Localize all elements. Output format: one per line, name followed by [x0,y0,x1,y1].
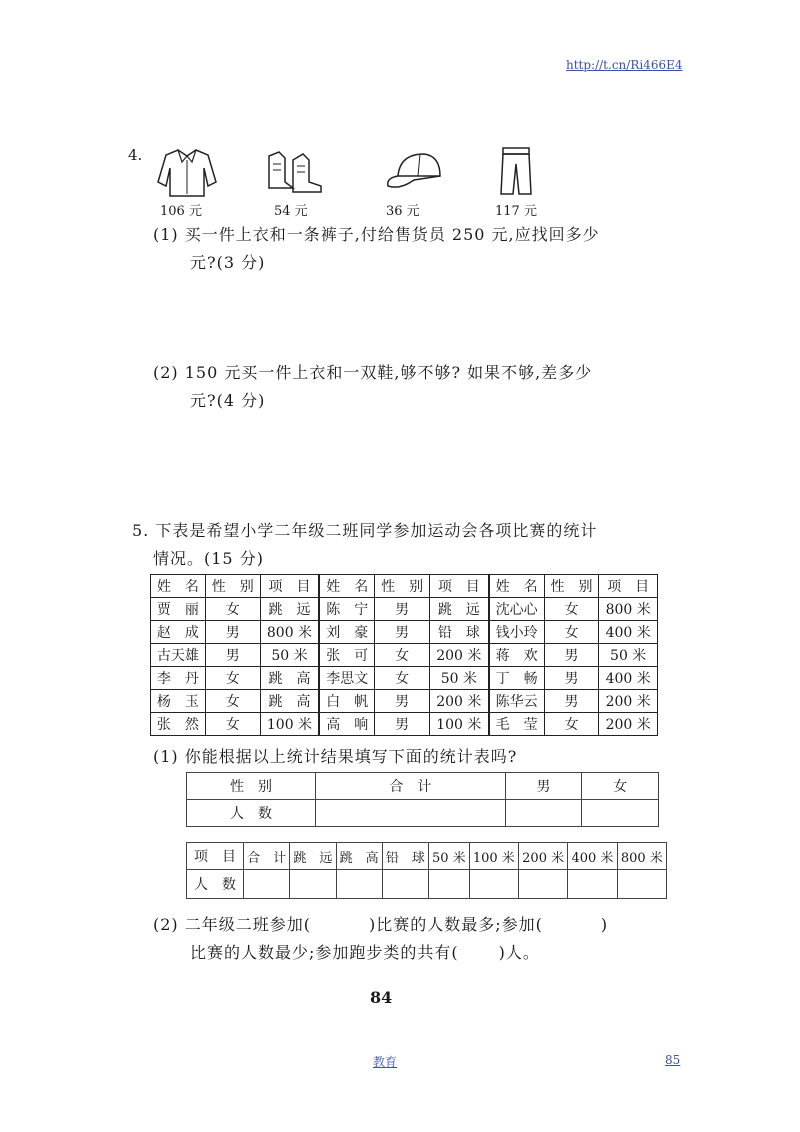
pants-icon [497,146,537,196]
answer-cell-female[interactable] [582,800,659,827]
q5-sub2-line1 [153,912,608,935]
event-answer-cell[interactable] [382,870,428,899]
q4-sub2-line2: 元?(4 分) [190,391,266,410]
table-cell: 张 可 [319,644,374,667]
table-cell: 钱小玲 [489,621,544,644]
table-cell: 丁 畅 [489,667,544,690]
q4-sub2-line1: (2) 150 元买一件上衣和一双鞋,够不够? 如果不够,差多少 [153,363,593,382]
cap-icon [384,150,444,192]
table-cell: 200 米 [599,713,658,736]
table-cell: 刘 豪 [319,621,374,644]
table-cell: 400 米 [599,621,658,644]
table-cell: 高 响 [319,713,374,736]
q4-sub1-line1: (1) 买一件上衣和一条裤子,付给售货员 250 元,应找回多少 [153,225,600,244]
gender-col-male: 男 [505,773,582,800]
event-column-header: 200 米 [518,843,567,870]
table-header-cell: 项 目 [260,575,319,598]
item-cap [384,150,444,196]
table-header-cell: 性 别 [205,575,260,598]
event-column-header: 合 计 [244,843,290,870]
event-column-header: 跳 远 [290,843,336,870]
price-shoes: 54 元 [274,204,308,219]
table-row [151,667,658,690]
table-cell: 男 [375,713,430,736]
item-shirt [156,146,218,202]
gender-col-female: 女 [582,773,659,800]
table-header-cell: 项 目 [430,575,489,598]
table-header-cell: 姓 名 [319,575,374,598]
event-column-header: 100 米 [469,843,518,870]
event-answer-cell[interactable] [290,870,336,899]
q5-sub2-b: )比赛的人数最多;参加( [369,915,543,934]
table-cell: 200 米 [599,690,658,713]
table-cell: 女 [205,713,260,736]
table-cell: 800 米 [599,598,658,621]
event-answer-cell[interactable] [336,870,382,899]
table-cell: 蒋 欢 [489,644,544,667]
table-cell: 铅 球 [430,621,489,644]
event-column-header: 800 米 [617,843,666,870]
table-cell: 200 米 [430,690,489,713]
table-cell: 跳 高 [260,690,319,713]
question-number: 4. [128,146,143,164]
table-header-cell: 性 别 [375,575,430,598]
count-row-label: 人 数 [187,800,316,827]
table-header-cell: 性 别 [544,575,599,598]
table-cell: 200 米 [430,644,489,667]
q5-sub2-e: )人。 [498,943,540,962]
table-cell: 女 [544,713,599,736]
event-answer-cell[interactable] [568,870,617,899]
table-cell: 女 [205,667,260,690]
table-cell: 男 [544,644,599,667]
table-cell: 50 米 [599,644,658,667]
shoes-icon [265,148,323,194]
table-cell: 50 米 [430,667,489,690]
table-cell: 男 [544,667,599,690]
item-shoes [265,148,323,198]
gender-col-total: 合 计 [316,773,506,800]
footer-link[interactable]: 教育 [373,1055,398,1069]
table-cell: 陈 宁 [319,598,374,621]
table-cell: 男 [205,621,260,644]
event-row-label: 项 目 [187,843,244,870]
event-column-header: 铅 球 [382,843,428,870]
table-cell: 女 [375,667,430,690]
table-row [151,690,658,713]
price-cap: 36 元 [386,204,420,219]
table-row [151,598,658,621]
table-cell: 李思文 [319,667,374,690]
table-cell: 400 米 [599,667,658,690]
event-answer-cell[interactable] [244,870,290,899]
table-cell: 跳 远 [430,598,489,621]
table-row [151,644,658,667]
table-cell: 50 米 [260,644,319,667]
answer-cell-male[interactable] [505,800,582,827]
event-count-table [186,842,667,899]
price-pants: 117 元 [495,204,537,219]
table-row [151,621,658,644]
event-answer-cell[interactable] [429,870,470,899]
q4-sub1-line2: 元?(3 分) [190,253,266,272]
event-answer-cell[interactable] [617,870,666,899]
q5-sub2-c: ) [600,915,609,934]
event-column-header: 跳 高 [336,843,382,870]
table-cell: 李 丹 [151,667,206,690]
q5-sub1: (1) 你能根据以上统计结果填写下面的统计表吗? [153,747,518,766]
table-cell: 沈心心 [489,598,544,621]
table-cell: 毛 莹 [489,713,544,736]
shirt-icon [156,146,218,198]
table-cell: 白 帆 [319,690,374,713]
item-pants [497,146,537,200]
gender-row-label: 性 别 [187,773,316,800]
q5-line2: 情况。(15 分) [153,549,264,568]
gender-count-table [186,772,659,827]
table-header-cell: 项 目 [599,575,658,598]
table-cell: 女 [205,598,260,621]
table-cell: 男 [544,690,599,713]
page-number: 84 [370,988,393,1007]
event-count-label: 人 数 [187,870,244,899]
table-cell: 100 米 [260,713,319,736]
table-cell: 跳 高 [260,667,319,690]
stat-table [150,574,658,736]
event-column-header: 50 米 [429,843,470,870]
table-cell: 杨 玉 [151,690,206,713]
table-cell: 女 [544,598,599,621]
q5-sub2-d: 比赛的人数最少;参加跑步类的共有( [190,943,459,962]
footer-page-link[interactable]: 85 [665,1053,681,1067]
table-header-cell: 姓 名 [151,575,206,598]
table-cell: 古天雄 [151,644,206,667]
answer-cell-total[interactable] [316,800,506,827]
event-answer-cell[interactable] [518,870,567,899]
table-cell: 女 [544,621,599,644]
q5-sub2-a: (2) 二年级二班参加( [153,915,311,934]
table-cell: 800 米 [260,621,319,644]
event-answer-cell[interactable] [469,870,518,899]
table-cell: 女 [375,644,430,667]
table-cell: 男 [375,621,430,644]
table-cell: 赵 成 [151,621,206,644]
table-header-cell: 姓 名 [489,575,544,598]
table-cell: 贾 丽 [151,598,206,621]
table-cell: 男 [375,690,430,713]
table-cell: 女 [205,690,260,713]
table-cell: 男 [205,644,260,667]
table-cell: 100 米 [430,713,489,736]
table-cell: 跳 远 [260,598,319,621]
source-link[interactable]: http://t.cn/Ri466E4 [566,58,683,72]
price-shirt: 106 元 [160,204,202,219]
table-row [151,713,658,736]
table-cell: 陈华云 [489,690,544,713]
q5-sub2-line2 [190,940,540,963]
q5-line1: 5. 下表是希望小学二年级二班同学参加运动会各项比赛的统计 [132,521,598,540]
event-column-header: 400 米 [568,843,617,870]
table-header-row [151,575,658,598]
table-cell: 张 然 [151,713,206,736]
table-cell: 男 [375,598,430,621]
